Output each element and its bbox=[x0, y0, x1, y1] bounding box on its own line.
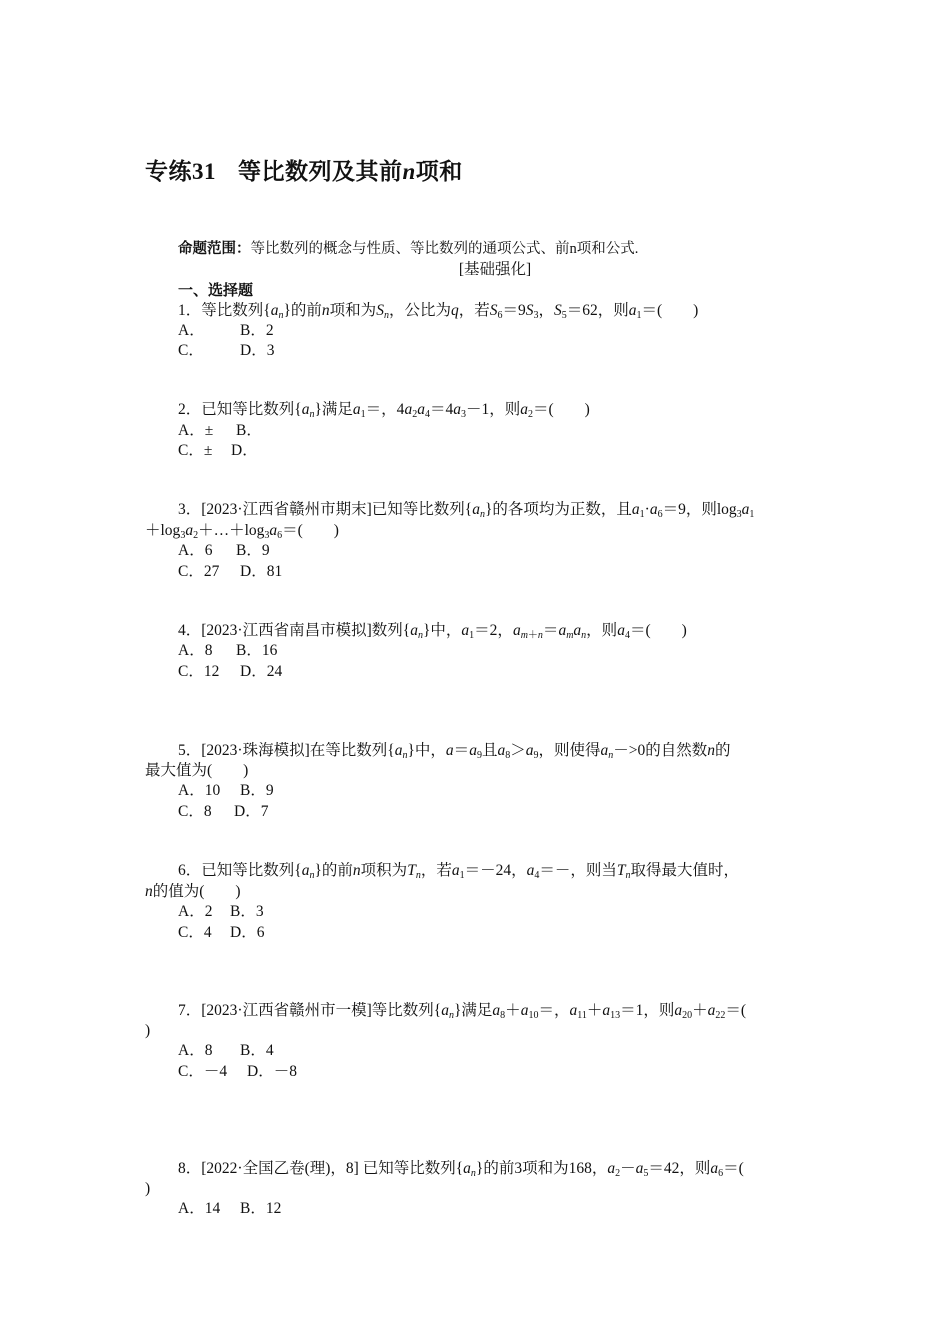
option-d[interactable]: D． bbox=[231, 442, 258, 459]
options-row bbox=[178, 1062, 297, 1082]
options-row bbox=[178, 421, 262, 441]
question-source: [2023·江西省南昌市模拟] bbox=[201, 622, 372, 639]
options-row bbox=[178, 923, 264, 943]
question-3-continued: $+\log_3a_2+\dots+\log_3a_6=$( ) bbox=[145, 522, 339, 541]
option-a[interactable]: A．8 bbox=[178, 642, 213, 659]
title-variable: n bbox=[402, 159, 416, 184]
option-a[interactable]: A．10 bbox=[178, 782, 221, 799]
title-text-2: 项和 bbox=[415, 159, 463, 184]
option-c[interactable]: C．－4 bbox=[178, 1063, 228, 1080]
option-b[interactable]: B．3 bbox=[230, 903, 264, 920]
question-3: 3．[2023·江西省赣州市期末]已知等比数列$\{a_n\}$的各项均为正数，且$a_1\cdot a_6=9$，则$\log_3a_1$ bbox=[178, 501, 755, 520]
question-5: 5．[2023·珠海模拟]在等比数列$\{a_n\}$中，$a=a_9$且$a_8>a_9$，则使得$a_n->0$的自然数n的 bbox=[178, 742, 731, 761]
options-row bbox=[178, 321, 274, 341]
option-b[interactable]: B．9 bbox=[240, 782, 274, 799]
options-row bbox=[178, 441, 258, 461]
question-number: 3． bbox=[178, 501, 202, 518]
level-heading: [基础强化] bbox=[458, 261, 532, 278]
options-row bbox=[178, 781, 274, 801]
question-5-continued: 最大值为( ) bbox=[145, 762, 249, 779]
question-number: 1． bbox=[178, 302, 202, 319]
question-6-continued: n的值为( ) bbox=[145, 883, 241, 900]
options-row bbox=[178, 1199, 281, 1219]
option-d[interactable]: D．6 bbox=[230, 924, 265, 941]
question-6: 6．已知等比数列$\{a_n\}$的前n项积为$T_n$，若$a_1=-24$，$a_4=-$，则当$T_n$取得最大值时， bbox=[178, 862, 739, 881]
question-source: [2022·全国乙卷(理)，8] bbox=[201, 1160, 359, 1177]
options-row bbox=[178, 341, 274, 361]
option-a[interactable]: A．± bbox=[178, 422, 214, 439]
option-c[interactable]: C．12 bbox=[178, 663, 220, 680]
title-text-1: 等比数列及其前 bbox=[238, 159, 403, 184]
question-7-continued: ) bbox=[145, 1022, 151, 1039]
option-b[interactable]: B．2 bbox=[240, 322, 274, 339]
options-row bbox=[178, 541, 270, 561]
option-d[interactable]: D．24 bbox=[240, 663, 283, 680]
question-number: 6． bbox=[178, 862, 202, 879]
options-row bbox=[178, 562, 282, 582]
option-b[interactable]: B．4 bbox=[240, 1042, 274, 1059]
question-4: 4．[2023·江西省南昌市模拟]数列$\{a_n\}$中，$a_1=2$，$a_{m+n}=a_ma_n$，则$a_4=$( ) bbox=[178, 622, 687, 641]
section-heading: 一、选择题 bbox=[178, 283, 254, 299]
option-b[interactable]: B．16 bbox=[236, 642, 278, 659]
option-b[interactable]: B．9 bbox=[236, 542, 270, 559]
page-title bbox=[145, 153, 463, 186]
option-c[interactable]: C．± bbox=[178, 442, 213, 459]
question-8-continued: ) bbox=[145, 1180, 151, 1197]
question-source: [2023·江西省赣州市期末] bbox=[201, 501, 372, 518]
option-d[interactable]: D．81 bbox=[240, 563, 283, 580]
options-row bbox=[178, 802, 268, 822]
option-a[interactable]: A．14 bbox=[178, 1200, 221, 1217]
topic-scope bbox=[178, 239, 638, 259]
question-number: 5． bbox=[178, 742, 202, 759]
options-row bbox=[178, 641, 277, 661]
question-number: 7． bbox=[178, 1002, 202, 1019]
question-source: [2023·珠海模拟] bbox=[201, 742, 310, 759]
question-number: 2． bbox=[178, 401, 202, 418]
question-number: 4． bbox=[178, 622, 202, 639]
option-c[interactable]: C． bbox=[178, 342, 204, 359]
option-a[interactable]: A．8 bbox=[178, 1042, 213, 1059]
question-2: 2．已知等比数列$\{a_n\}$满足$a_1=$，$4a_2a_4=4a_3-1$，则$a_2=$( ) bbox=[178, 401, 590, 420]
option-c[interactable]: C．8 bbox=[178, 803, 212, 820]
option-c[interactable]: C．4 bbox=[178, 924, 212, 941]
option-c[interactable]: C．27 bbox=[178, 563, 220, 580]
question-1: 1．等比数列$\{a_n\}$的前n项和为$S_n$，公比为q，若$S_6=9S_3$，$S_5=62$，则$a_1=$( ) bbox=[178, 302, 699, 321]
option-d[interactable]: D．3 bbox=[240, 342, 275, 359]
option-b[interactable]: B． bbox=[236, 422, 262, 439]
option-d[interactable]: D．－8 bbox=[247, 1063, 297, 1080]
title-number: 专练31 bbox=[145, 159, 216, 184]
options-row bbox=[178, 902, 264, 922]
question-8: 8．[2022·全国乙卷(理)，8] 已知等比数列$\{a_n\}$的前3项和为168，$a_2-a_5=42$，则$a_6=$( bbox=[178, 1160, 744, 1179]
option-b[interactable]: B．12 bbox=[240, 1200, 282, 1217]
option-a[interactable]: A．6 bbox=[178, 542, 213, 559]
option-a[interactable]: A． bbox=[178, 322, 205, 339]
question-7: 7．[2023·江西省赣州市一模]等比数列$\{a_n\}$满足$a_8+a_{10}=$，$a_{11}+a_{13}=1$，则$a_{20}+a_{22}=$( bbox=[178, 1002, 747, 1021]
option-a[interactable]: A．2 bbox=[178, 903, 213, 920]
options-row bbox=[178, 662, 282, 682]
options-row bbox=[178, 1041, 274, 1061]
question-number: 8． bbox=[178, 1160, 202, 1177]
option-d[interactable]: D．7 bbox=[234, 803, 269, 820]
topic-scope-label: 命题范围： bbox=[178, 241, 251, 257]
topic-scope-text: 等比数列的概念与性质、等比数列的通项公式、前n项和公式. bbox=[250, 241, 639, 257]
question-source: [2023·江西省赣州市一模] bbox=[201, 1002, 372, 1019]
